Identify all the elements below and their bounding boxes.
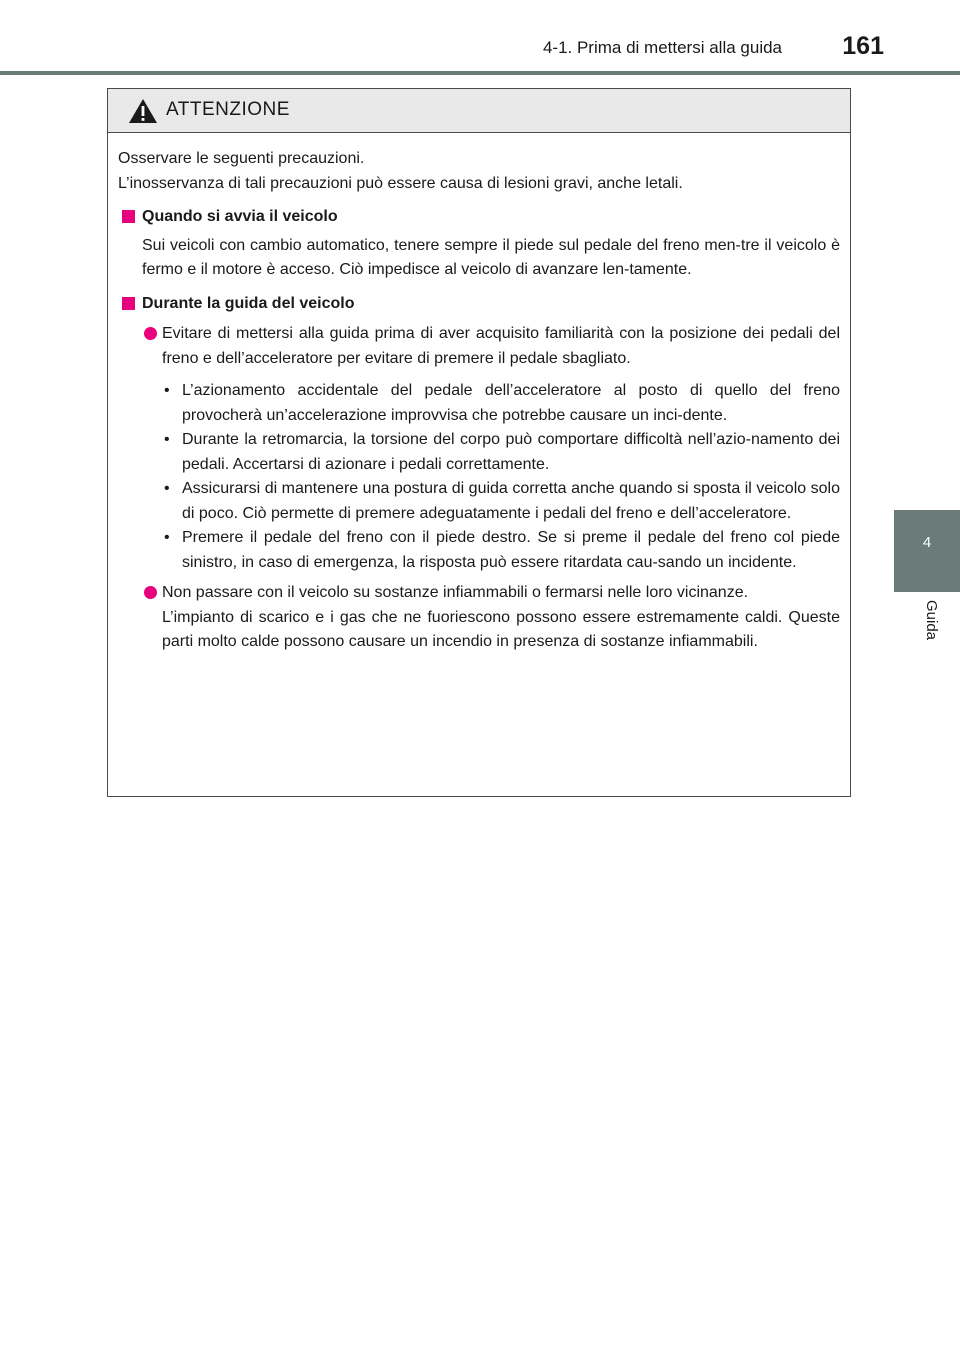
sub-item-text: L’azionamento accidentale del pedale dell’acceleratore al posto di quello del freno provocherà un’accelerazione improvvisa che potrebbe causare un inci-dente. <box>182 382 840 424</box>
sub-list <box>162 379 840 575</box>
square-bullet-icon <box>122 297 135 310</box>
sub-item-text: Premere il pedale del freno con il piede destro. Se si preme il pedale del freno col piede sinistro, in caso di emergenza, la risposta può essere ritardata cau-sando un incidente. <box>182 529 840 571</box>
sub-marker: • <box>164 382 170 399</box>
sub-list-item <box>162 526 840 575</box>
intro-line: Osservare le seguenti precauzioni. <box>118 150 365 167</box>
page-header <box>0 0 960 76</box>
sub-list-item <box>162 379 840 428</box>
sub-marker: • <box>164 480 170 497</box>
warning-box <box>107 88 851 797</box>
page-number: 161 <box>842 32 884 60</box>
warning-title: ATTENZIONE <box>166 99 290 120</box>
warning-body <box>108 133 850 655</box>
bullet-text: Evitare di mettersi alla guida prima di aver acquisito familiarità con la posizione dei pedali del freno e dell’acceleratore per evitare di premere il pedale sbagliato. <box>162 325 840 367</box>
chapter-number: 4 <box>922 534 932 551</box>
circle-bullet-icon <box>144 586 157 599</box>
bullet-item <box>142 581 840 606</box>
bullet-continuation: L’impianto di scarico e i gas che ne fuoriescono possono essere estremamente caldi. Queste parti molto calde possono causare un incendio in presenza di sostanze infiammabili. <box>162 608 840 650</box>
header-rule <box>0 71 960 75</box>
sub-marker: • <box>164 529 170 546</box>
circle-bullet-icon <box>144 327 157 340</box>
section-text: Sui veicoli con cambio automatico, tenere sempre il piede sul pedale del freno men-tre il veicolo è fermo e il motore è acceso. Ciò impedisce al veicolo di avanzare len-tamente. <box>142 236 840 278</box>
sub-item-text: Durante la retromarcia, la torsione del corpo può comportare difficoltà nell’azio-namento dei pedali. Accertarsi di azionare i pedali correttamente. <box>182 431 840 473</box>
sub-list-item <box>162 477 840 526</box>
intro-line: L’inosservanza di tali precauzioni può essere causa di lesioni gravi, anche letali. <box>118 174 683 192</box>
section-heading <box>118 292 840 317</box>
bullet-item <box>142 322 840 371</box>
section-heading-text: Durante la guida del veicolo <box>142 294 355 312</box>
section-title: 4-1. Prima di mettersi alla guida <box>542 38 782 57</box>
sub-item-text: Assicurarsi di mantenere una postura di guida corretta anche quando si sposta il veicolo solo di poco. Ciò permette di premere adeguatamente i pedali del freno e dell’acceleratore. <box>182 480 840 522</box>
sub-list-item <box>162 428 840 477</box>
warning-triangle-icon <box>128 98 158 124</box>
chapter-tab <box>894 510 960 592</box>
warning-header <box>108 89 850 133</box>
chapter-label: Guida <box>923 600 940 641</box>
bullet-text: Non passare con il veicolo su sostanze infiammabili o fermarsi nelle loro vicinanze. <box>162 584 749 601</box>
square-bullet-icon <box>122 210 135 223</box>
section-heading <box>118 205 840 230</box>
sub-marker: • <box>164 431 170 448</box>
section-heading-text: Quando si avvia il veicolo <box>142 208 338 225</box>
